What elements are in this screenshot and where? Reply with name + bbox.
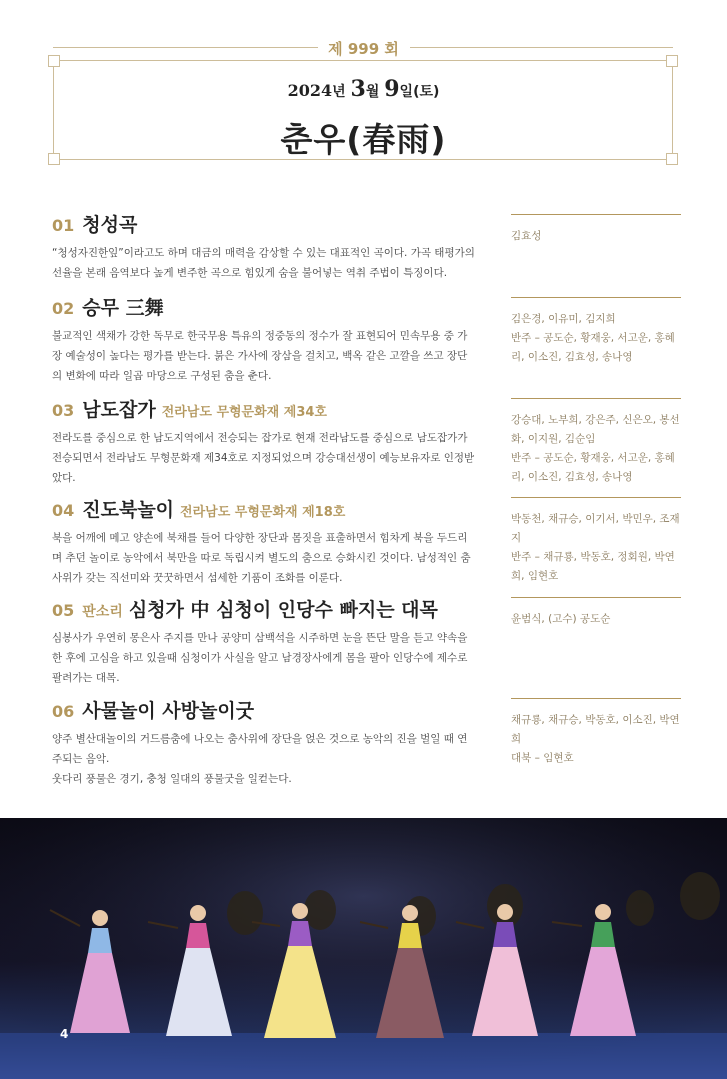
program-item-05: 05 판소리 심청가 中 심청이 인당수 빠지는 대목 심봉사가 우연히 몽은사 주지를 만나 공양미 삼백석을 시주하면 눈을 뜬단 말을 듣고 약속을 한 후에 고심을 하고 있을때 심청이가 사실을 알고 남경장사에게 몸을 팔아 인당수에 제수로 팔려가는 대목.: [52, 595, 477, 688]
program-item-01: 01 청성곡 “청성자진한잎”이라고도 하며 대금의 매력을 감상할 수 있는 대표적인 곡이다. 가곡 태평가의 선율을 본래 음역보다 높게 변주한 곡으로 힘있게 숨을 불어넣는 역취 주법이 특징이다.: [52, 210, 477, 283]
program-desc: 북을 어깨에 메고 양손에 북채를 들어 다양한 장단과 몸짓을 표출하면서 힘차게 북을 두드리며 추던 놀이로 농악에서 북만을 따로 독립시켜 별도의 춤으로 승화시킨 것이다. 남성적인 춤사위가 갖는 직선미와 꿋꿋하면서 섬세한 기품이 조화를 이룬다.: [52, 532, 471, 584]
issue-number: 제 999 회: [328, 40, 399, 58]
program-item-06: 06 사물놀이 사방놀이굿 양주 별산대놀이의 거드름춤에 나오는 춤사위에 장단을 얹은 것으로 농악의 진을 벌일 때 연주되는 음악. 웃다리 풍물은 경기, 충청 일대의 풍물굿을 일컫는다.: [52, 696, 477, 789]
performers-01: 김효성: [511, 214, 681, 246]
performance-date: 2024년 3월 9일(토): [287, 76, 440, 102]
performers-03: 강승대, 노부희, 강은주, 신은오, 봉선화, 이지원, 김순임 반주 – 공도순, 황재웅, 서고운, 홍혜리, 이소진, 김효성, 송나영: [511, 398, 681, 487]
program-desc: 심봉사가 우연히 몽은사 주지를 만나 공양미 삼백석을 시주하면 눈을 뜬단 말을 듣고 약속을 한 후에 고심을 하고 있을때 심청이가 사실을 알고 남경장사에게 몸을 팔아 인당수에 제수로 팔려가는 대목.: [52, 632, 468, 684]
program-item-04: 04 진도북놀이 전라남도 무형문화재 제18호 북을 어깨에 메고 양손에 북채를 들어 다양한 장단과 몸짓을 표출하면서 힘차게 북을 두드리며 추던 놀이로 농악에서 북만을 따로 독립시켜 별도의 춤으로 승화시킨 것이다. 남성적인 춤사위가 갖는 직선미와 꿋꿋하면서 섬세한 기품이 조화를 이룬다.: [52, 495, 477, 588]
concert-title: 춘우(春雨): [280, 120, 447, 159]
program-item-02: 02 승무 三舞 불교적인 색채가 강한 독무로 한국무용 특유의 정중동의 정수가 잘 표현되어 민속무용 중 가장 예술성이 높다는 평가를 받는다. 붉은 가사에 장삼을 걸치고, 백옥 같은 고깔을 쓰고 장단의 변화에 따라 일곱 마당으로 구성된 춤을 춘다.: [52, 293, 477, 386]
dancers-illustration: [0, 818, 727, 1079]
program-desc: 전라도를 중심으로 한 남도지역에서 전승되는 잡가로 현재 전라남도를 중심으로 남도잡가가 전승되면서 전라남도 무형문화재 제34호로 지정되었으며 강승대선생이 예능보유자로 인정받았다.: [52, 432, 475, 484]
performers-04: 박동천, 채규승, 이기서, 박민우, 조재지 반주 – 채규룡, 박동호, 정회원, 박연희, 임현호: [511, 497, 681, 586]
page-number: 4: [60, 1027, 69, 1041]
program-desc: 양주 별산대놀이의 거드름춤에 나오는 춤사위에 장단을 얹은 것으로 농악의 진을 벌일 때 연주되는 음악. 웃다리 풍물은 경기, 충청 일대의 풍물굿을 일컫는다.: [52, 733, 468, 785]
performers-02: 김은경, 이유미, 김지희 반주 – 공도순, 황재웅, 서고운, 홍혜리, 이소진, 김효성, 송나영: [511, 297, 681, 367]
program-desc: “청성자진한잎”이라고도 하며 대금의 매력을 감상할 수 있는 대표적인 곡이다. 가곡 태평가의 선율을 본래 음역보다 높게 변주한 곡으로 힘있게 숨을 불어넣는 역취 주법이 특징이다.: [52, 247, 475, 279]
stage-photo: [0, 818, 727, 1079]
performers-06: 채규룡, 채규승, 박동호, 이소진, 박연희 대북 – 임현호: [511, 698, 681, 768]
program-desc: 불교적인 색채가 강한 독무로 한국무용 특유의 정중동의 정수가 잘 표현되어 민속무용 중 가장 예술성이 높다는 평가를 받는다. 붉은 가사에 장삼을 걸치고, 백옥 같은 고깔을 쓰고 장단의 변화에 따라 일곱 마당으로 구성된 춤을 춘다.: [52, 330, 468, 382]
performers-05: 윤범식, (고수) 공도순: [511, 597, 681, 629]
program-item-03: 03 남도잡가 전라남도 무형문화재 제34호 전라도를 중심으로 한 남도지역에서 전승되는 잡가로 현재 전라남도를 중심으로 남도잡가가 전승되면서 전라남도 무형문화재 제34호로 지정되었으며 강승대선생이 예능보유자로 인정받았다.: [52, 395, 477, 488]
